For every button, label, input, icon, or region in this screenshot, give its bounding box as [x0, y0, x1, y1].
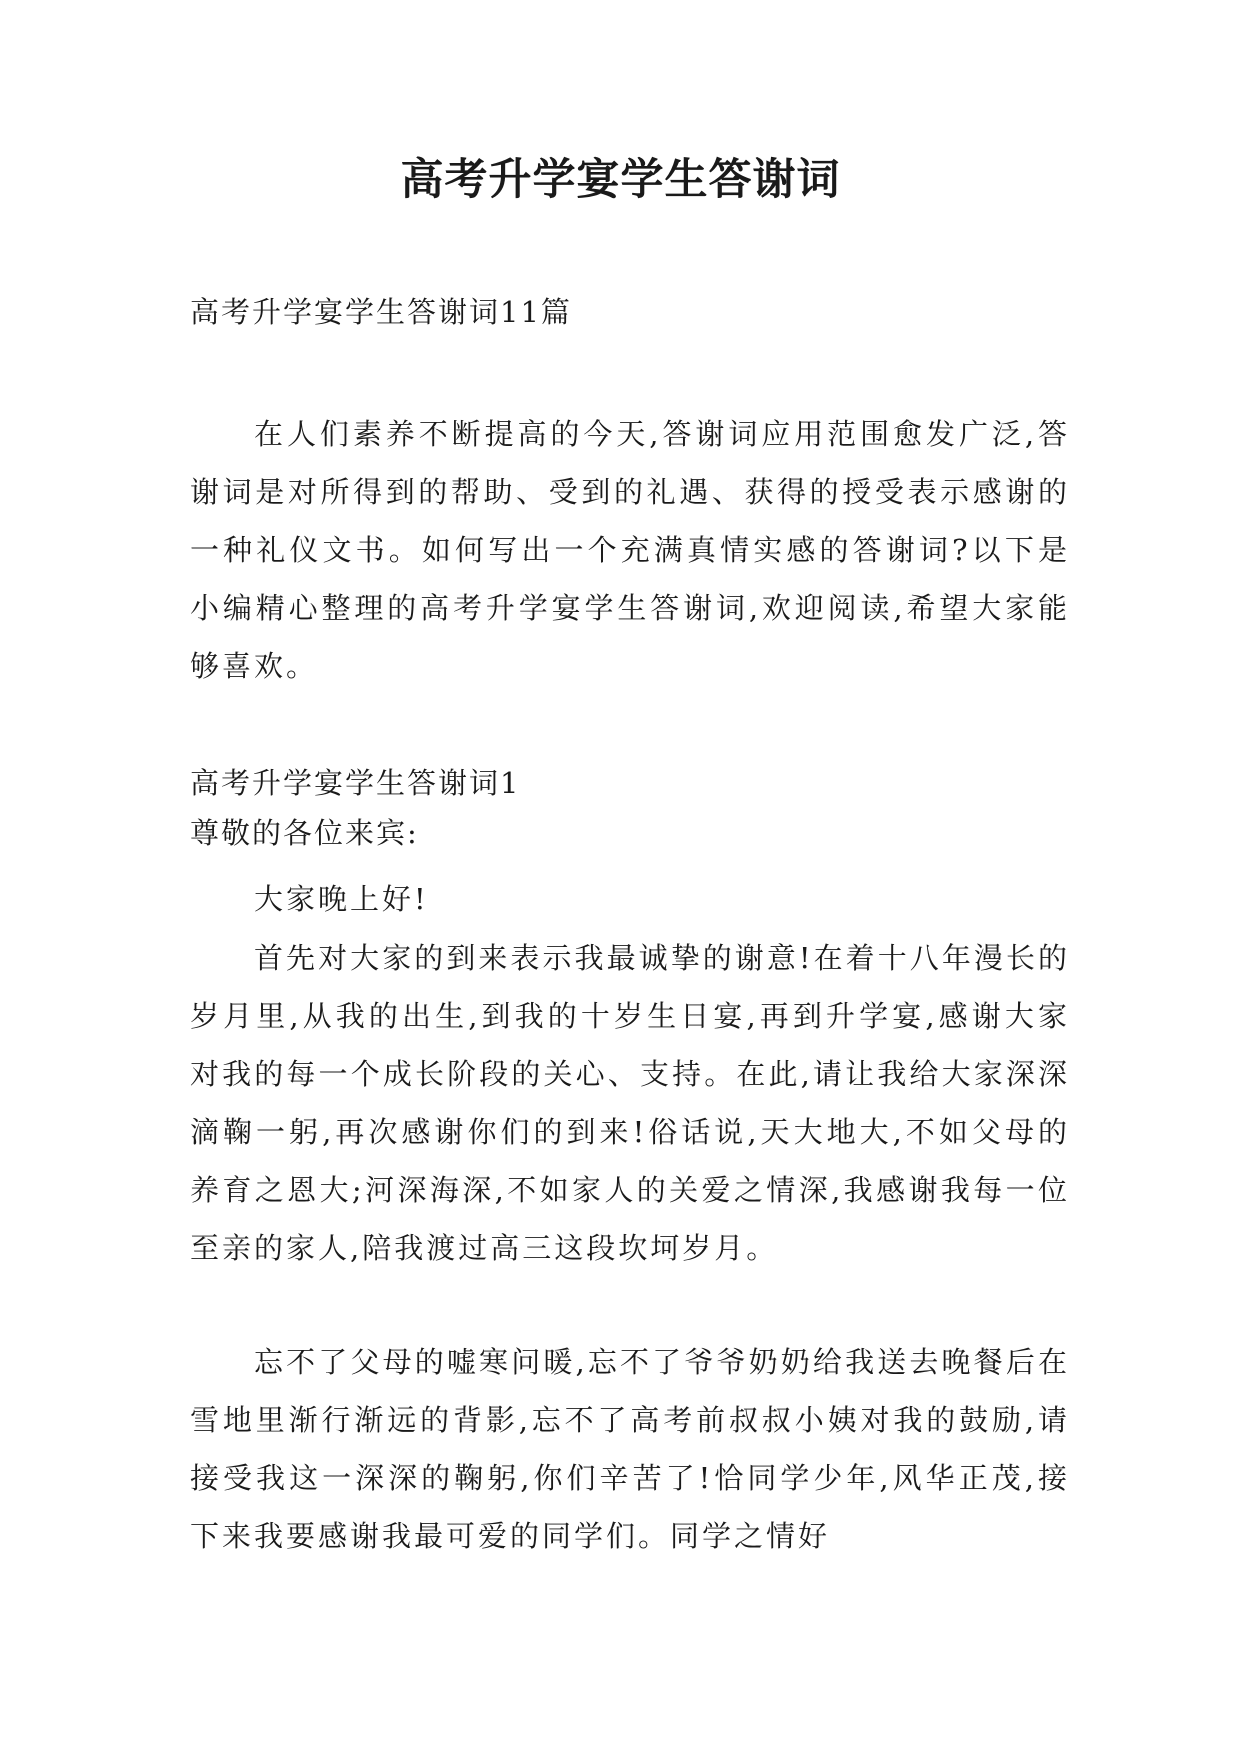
- greeting: 大家晚上好!: [254, 882, 429, 916]
- section-heading: 高考升学宴学生答谢词1: [190, 766, 521, 800]
- body-paragraph-1: 首先对大家的到来表示我最诚挚的谢意!在着十八年漫长的岁月里,从我的出生,到我的十岁生日宴,再到升学宴,感谢大家对我的每一个成长阶段的关心、支持。在此,请让我给大家深深滴鞠一躬,再次感谢你们的到来!俗话说,天大地大,不如父母的养育之恩大;河深海深,不如家人的关爱之情深,我感谢我每一位至亲的家人,陪我渡过高三这段坎坷岁月。: [190, 941, 1070, 1265]
- document-title: 高考升学宴学生答谢词: [400, 155, 841, 205]
- document-subtitle: 高考升学宴学生答谢词11篇: [190, 295, 572, 329]
- salutation: 尊敬的各位来宾:: [190, 816, 419, 850]
- body-paragraph-2: 忘不了父母的嘘寒问暖,忘不了爷爷奶奶给我送去晚餐后在雪地里渐行渐远的背影,忘不了高考前叔叔小姨对我的鼓励,请接受我这一深深的鞠躬,你们辛苦了!恰同学少年,风华正茂,接下来我要感谢我最可爱的同学们。同学之情好: [190, 1345, 1070, 1553]
- intro-paragraph: 在人们素养不断提高的今天,答谢词应用范围愈发广泛,答谢词是对所得到的帮助、受到的礼遇、获得的授受表示感谢的一种礼仪文书。如何写出一个充满真情实感的答谢词?以下是小编精心整理的高考升学宴学生答谢词,欢迎阅读,希望大家能够喜欢。: [190, 417, 1070, 683]
